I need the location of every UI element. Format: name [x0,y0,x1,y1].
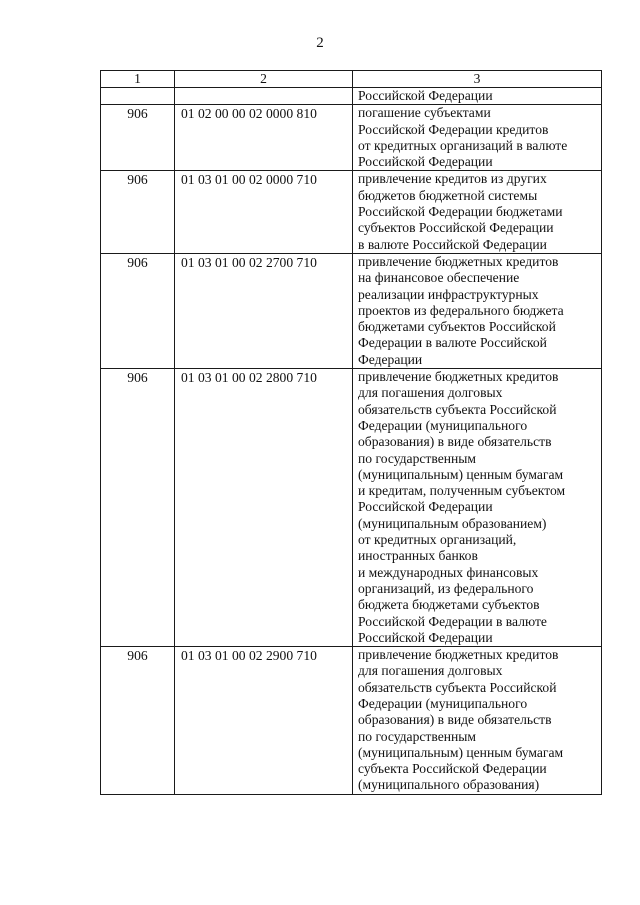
description-line: субъектов Российской Федерации [358,220,554,236]
description-line: (муниципального образования) [358,777,540,793]
table-row [101,253,602,368]
description-line: и кредитам, полученным субъектом [358,483,566,499]
description-cell [353,105,602,171]
description-line: (муниципальным) ценным бумагам [358,466,564,482]
budget-classification-code-cell: 01 02 00 00 02 0000 810 [175,105,353,171]
description-line: (муниципальным) ценным бумагам [358,744,564,760]
description-line: от кредитных организаций, [358,532,517,548]
description-cell [353,647,602,795]
table-row [101,171,602,253]
description-line: обязательств субъекта Российской [358,679,557,695]
budget-classification-code-cell: 01 03 01 00 02 0000 710 [175,171,353,253]
description-line: погашение субъектами [358,105,491,121]
description-line: Российской Федерации [358,629,493,645]
description-cell [353,171,602,253]
description-line: проектов из федерального бюджета [358,302,564,318]
admin-code-cell: 906 [101,253,175,368]
description-line: Российской Федерации бюджетами [358,204,563,220]
admin-code-cell: 906 [101,647,175,795]
description-line: образования) в виде обязательств [358,712,552,728]
description-line: Федерации (муниципального [358,695,528,711]
admin-code-cell: 906 [101,171,175,253]
description-line: в валюте Российской Федерации [358,236,547,252]
description-line: Российской Федерации [358,154,493,170]
column-header-1: 1 [101,71,175,88]
description-line: Российской Федерации кредитов [358,121,549,137]
table-row [101,647,602,795]
description-line: по государственным [358,450,477,466]
description-cell [353,88,602,105]
description-line: Федерации (муниципального [358,417,528,433]
description-line: обязательств субъекта Российской [358,401,557,417]
column-header-3: 3 [353,71,602,88]
description-line: для погашения долговых [358,663,503,679]
admin-code-cell [101,88,175,105]
description-cell [353,369,602,647]
table-row [101,88,602,105]
budget-classification-code-cell: 01 03 01 00 02 2800 710 [175,369,353,647]
description-line: Федерации [358,351,423,367]
description-line: организаций, из федерального [358,580,534,596]
description-line: на финансовое обеспечение [358,270,520,286]
description-line: бюджетов бюджетной системы [358,187,538,203]
description-line: образования) в виде обязательств [358,434,552,450]
description-line: Российской Федерации в валюте [358,613,547,629]
description-line: (муниципальным образованием) [358,515,547,531]
description-line: субъекта Российской Федерации [358,761,547,777]
description-line: для погашения долговых [358,385,503,401]
budget-classification-code-cell [175,88,353,105]
description-line: привлечение бюджетных кредитов [358,253,559,269]
table-row [101,105,602,171]
description-line: привлечение кредитов из других [358,171,547,187]
column-header-2: 2 [175,71,353,88]
page-number: 2 [316,35,324,51]
description-line: бюджета бюджетами субъектов [358,597,540,613]
description-line: и международных финансовых [358,564,539,580]
description-line: привлечение бюджетных кредитов [358,369,559,385]
description-line: иностранных банков [358,548,478,564]
admin-code-cell: 906 [101,105,175,171]
description-cell [353,253,602,368]
description-line: Российской Федерации [358,499,493,515]
table-header-row [101,71,602,88]
description-line: бюджетами субъектов Российской [358,319,556,335]
table-row [101,369,602,647]
description-line: от кредитных организаций в валюте [358,137,568,153]
description-line: по государственным [358,728,477,744]
description-line: Российской Федерации [358,88,493,103]
table-header [101,71,602,88]
budget-classification-code-cell: 01 03 01 00 02 2700 710 [175,253,353,368]
table-body [101,88,602,795]
description-line: реализации инфраструктурных [358,286,539,302]
description-line: Федерации в валюте Российской [358,335,547,351]
admin-code-cell: 906 [101,369,175,647]
description-line: привлечение бюджетных кредитов [358,647,559,663]
budget-classification-code-cell: 01 03 01 00 02 2900 710 [175,647,353,795]
budget-codes-table [100,70,602,795]
